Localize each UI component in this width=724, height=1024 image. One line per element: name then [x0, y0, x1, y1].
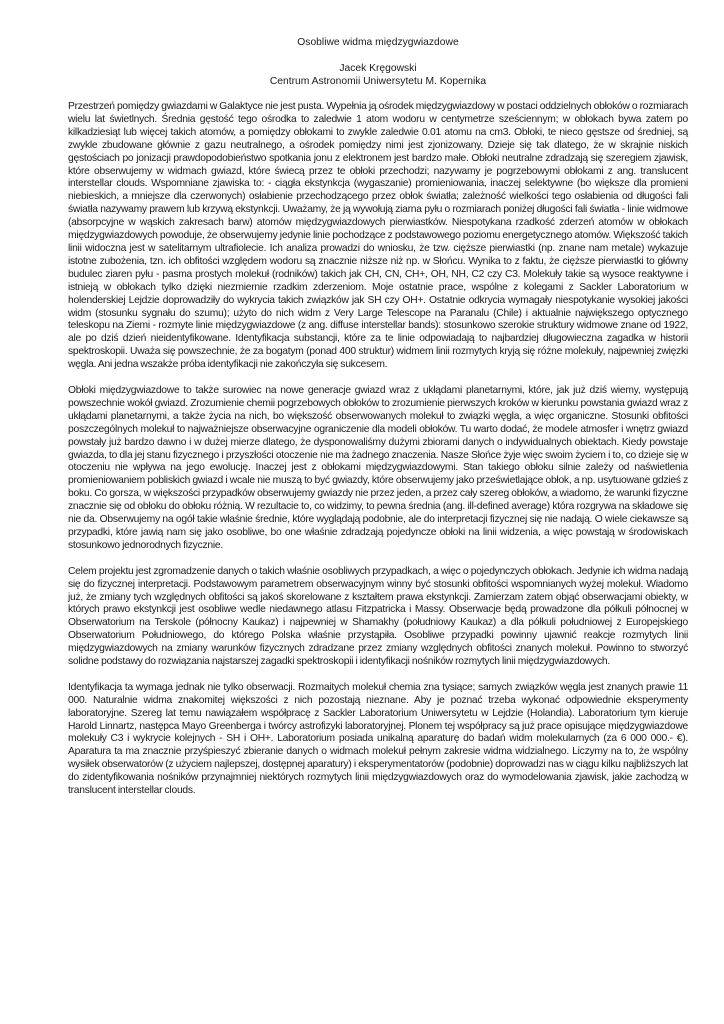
text-line: - linie widmowe (absorpcyjne w wąskich zakresach barw) atomów międzygwiazdowych pierwiastków. Niespotykana rzadkość	[68, 204, 688, 229]
text-line: modeli obłoków. Tu warto dodać, że modele atmosfer i wnętrz gwiazd powstały już bardzo dawno i w dużej mierze dlatego, że	[68, 423, 688, 448]
text-line: dysponowaliśmy dużymi zbiorami danych o indywidualnych obiektach. Kiedy powstaje gwiazda, to dla jej stanu fizycznego i	[68, 436, 688, 461]
text-line: przyszłości otoczenie nie ma żadnego znaczenia. Nasze Słońce żyje więc swoim życiem i to, co dzieje się w otoczeniu nie wpływa na	[68, 449, 688, 474]
text-line: rozwiązania najstarszej zagadki spektroskopii i identyfikacji nośników rozmytych linii międzygwiazdowych.	[157, 656, 610, 668]
text-line: po dziś dzień nieidentyfikowane. Identyfikacja substancji, które za te linie odpowiadają to najbardziej długowieczna zagadka w	[85, 333, 656, 345]
text-line: energetycznego atomów. Większość takich linii widoczna jest w satelitarnym ultrafiolecie. Ich analiza prowadzi do wniosku, że	[68, 230, 688, 254]
text-line: zderzeń atomów w obłokach międzygwiazdowych powoduje, że obserwujemy jedynie linie pochodzące z podstawowego poziomu	[68, 217, 688, 242]
text-line: - rozmyte linie międzygwiazdowe (z ang. diffuse interstellar bands): stosunkowo szerokie struktury widmowe znane od 1922, ale	[68, 320, 688, 345]
text-line: interpretacji fizycznej się nie nadają. O wiele ciekawsze są przypadki, które jawią nam się jako osobliwe, bo one właśnie	[68, 514, 688, 538]
text-line: (Chile) i aktualnie największego optycznego teleskopu na Ziemi	[68, 307, 689, 332]
text-line: Przestrzeń pomiędzy gwiazdami w Galaktyce nie jest pusta. Wypełnia ją ośrodek międzygwiazdowy w postaci oddzielnych	[68, 101, 592, 112]
text-line: jego ewolucję. Inaczej jest z obłokami międzygwiazdowymi. Stan takiego obłoku silnie zależy od naświetlenia promieniowaniem	[68, 462, 688, 487]
text-line: Fitzpatricka i Massy. Obserwacje będą prowadzone dla półkuli północnej w Obserwatorium na Terskole (północny Kaukaz) i	[68, 604, 689, 629]
text-line: - ciągła ekstynkcja (wygaszanie) promieniowania, inaczej selektywne (bo większe dla promieni niebieskich, a mniejsze dla	[68, 178, 689, 203]
author-name: Jacek Kręgowski	[339, 63, 417, 74]
text-line: niższe niż np. w Słońcu. Wynika to z faktu, że cięższe pierwiastki to główny budulec ziaren pyłu	[68, 255, 688, 280]
text-line: molekuły, najpewniej zwięzki węgla. Ani jedna wszakże próba identyfikacji nie zakończyła się sukcesem.	[68, 346, 688, 371]
document-body	[68, 101, 688, 798]
text-line: którego Polska właśnie przystąpiła. Osobliwe przypadki powinny ujawnić reakcje rozmytych linii międzygwiazdowych na zmiany	[68, 630, 688, 655]
text-line: average) która rozgrywa na składowe się nie da. Obserwujemy na ogół takie właśnie średnie, które wyglądają podobnie, ale do	[68, 501, 688, 526]
paragraph-2	[68, 385, 688, 553]
text-line: elektronem jest bardzo małe. Obłoki neutralne zdradzają się szeregiem zjawisk, które obserwujemy w widmach gwiazd, które	[68, 152, 689, 177]
text-line: Obłoki międzygwiazdowe to także surowiec na nowe generacje gwiazd wraz z ukłądami planetarnymi, które, jak już dziś wiemy,	[68, 385, 641, 397]
document-page	[68, 36, 688, 811]
text-line: nazywamy prawem lub krzywą ekstynkcji. Uważamy, że ją wywołują ziarna pyłu o rozmiarach poniżej długości fali światła	[100, 204, 620, 216]
text-line: boku. Co gorsza, w większości przypadków obserwujemy gwiazdy nie przez jeden, a przez cały szereg obłoków, a wiadomo, że	[68, 488, 615, 500]
text-line: odpowiednie eksperymenty laboratoryjne. Szereg lat temu nawiązałem współpracę z Sackler Laboratorium Uniwersytetu w	[68, 694, 688, 719]
text-line: Identyfikacja ta wymaga jednak nie tylko obserwacji. Rozmaitych molekuł chemia zna tysiące; samych związków węgla jest	[68, 681, 604, 693]
text-line: ich widma nadają się do fizycznej interpretacji. Podstawowym parametrem obserwacyjnym winny być stosunki obfitości	[68, 565, 688, 590]
text-line: wspomnianych wyżej molekuł. Wiadomo już, że zmiany tych względnych obfitości są jakoś skorelowane z kształtem prawa	[68, 578, 688, 603]
text-line: warunki fizyczne znacznie się od obłoku do obłoku różnią. W rezultacie to, co widzimy, to pewna średnia (ang. ill-defined	[68, 488, 688, 513]
text-line: w obłokach bywa zatem po kilkadziesiąt lub więcej takich atomów, a pomiędzy obłokami to zwykle zaledwie 0.01 atomu na cm3.	[68, 113, 688, 138]
text-line: obłoków o rozmiarach wielu lat świetlnych. Średnia gęstość tego ośrodka to zaledwie 1 atom wodoru w centymetrze sześciennym;	[68, 101, 689, 125]
document-title: Osobliwe widma międzygwiazdowe	[297, 37, 459, 48]
text-line: Laboratorium w holenderskiej Lejdzie doprowadziły do wykrycia takich związków jak SH czy OH+. Ostatnie odkrycia wymagały	[68, 281, 688, 306]
text-line: najlepszej, dostępnej aparatury) i eksperymentatorów (podobnie) doprowadzi nas w ciągu kilku najbliższych lat do	[68, 759, 688, 784]
text-line: pobliskich gwiazd i wcale nie muszą to być gwiazdy, które obserwujemy jako prześwietlające obłok, a np. usytuowane gdzieś z	[147, 475, 688, 487]
text-line: danych o widmach molekuł pełnym zakresie widma widzialnego. Liczymy na to, że wspólny wysiłek obserwatorów (z użyciem	[68, 746, 688, 771]
text-line: historii spektroskopii. Uważa się powszechnie, że za bogatym (ponad 400 struktur) widmem linii rozmytych kryją się różne	[68, 333, 688, 358]
text-line: niespotykanie wysokiej jakości widm (stosunku sygnału do szumu); użyto do nich widm z Very Large Telescope na Paranalu	[68, 294, 688, 319]
text-line: ekstynkcji. Zamierzam zatem objąć obserwacjami obiekty, w których prawo ekstynkcji jest osobliwe wedle niedawnego atlasu	[68, 591, 688, 616]
text-line: zjonizowany. Dzieje się tak dlatego, że w skrajnie niskich gęstościach po jonizacji prawdopodobieństwo spotkania jonu z	[68, 139, 688, 164]
text-line: zachodzą w translucent interstellar clouds.	[68, 772, 689, 797]
paragraph-1	[68, 101, 688, 372]
text-line: zjawiska to:	[212, 178, 265, 190]
text-line: Celem projektu jest zgromadzenie danych o takich właśnie osobliwych przypadkach, a więc o pojedynczych obłokach. Jedynie	[68, 565, 611, 577]
text-line: zidentyfikowania nośników przynajmniej niektórych rozmytych linii międzygwiazdowych oraz do wymodelowania zjawisk, jakie	[82, 772, 633, 784]
text-line: związki węgla, a więc organiczne. Stosunki obfitości poszczególnych molekuł to najważniejsze obserwacyjne ograniczenie dla	[68, 410, 688, 435]
text-line: warunków fizycznych zdradzane przez zmiany względnych obfitości znanych molekuł. Powinno to stworzyć solidne podstawy do	[68, 643, 688, 668]
author-affiliation: Centrum Astronomii Uniwersytetu M. Kopernika	[269, 76, 487, 87]
paragraph-4	[68, 682, 688, 798]
text-line: Plonem tej współpracy są już prace opisujące międzygwiazdowe molekuły C3 i wykrycie kolejnych - SH i OH+. Laboratorium	[68, 720, 688, 745]
text-line: występują powszechnie wokół gwiazd. Zrozumienie chemii pogrzebowych obłoków to zrozumienie pierwszych kroków w	[68, 385, 688, 409]
text-line: kierunku powstania gwiazd wraz z ukłądami planetarnymi, a także życia na nich, bo większość obserwowanych molekuł to	[68, 397, 688, 422]
text-line: tzw. cięższe pierwiastki (np. znane nam metale) wykazuje istotne zubożenia, tzn. ich obfitości względem wodoru są znacznie	[68, 242, 688, 267]
text-line: czerwonych) osłabienie przechodzącego przez obłok światła; zależność wielkości tego osłabienia od długości fali światła	[68, 191, 688, 216]
paragraph-3	[68, 566, 688, 669]
text-line: świecą przez te obłoki przechodzi; nazywamy je pogrzebowymi obłokami z ang. translucent interstellar clouds. Wspomniane	[68, 165, 688, 190]
text-line: najpewniej w Shamakhy (południowy Kaukaz) a dla półkuli południowej z Europejskiego Obserwatorium Południowego, do	[68, 617, 688, 642]
text-line: posiada unikalną aparaturę do badań widm molekularnych (za 6 000 000.- €). Aparatura ta ma znacznie przyśpieszyć zbieranie	[68, 733, 688, 758]
document-header	[68, 36, 688, 88]
text-line: zdradzają pojedyncze obłoki na linii widzenia, a więc powstają w środowiskach stosunkowo jednorodnych fizycznie.	[68, 527, 688, 551]
text-line: Obłoki, te nieco gęstsze od średniej, są zwykle zbudowane głównie z gazu neutralnego, a ośrodek pomiędzy nimi jest	[68, 126, 688, 151]
text-line: istnieją w obłokach tylko dzięki niezmiernie rzadkim zderzeniom. Moje ostatnie prace, wspólne z kolegami z Sackler	[68, 281, 612, 293]
text-line: - pasma prostych molekuł (rodników) takich jak CH, CN, CH+, OH, NH, C2 czy C3. Molekuły takie są wysoce reaktywne i	[156, 268, 688, 280]
text-line: znanych prawie 11 000. Naturalnie widma znakomitej większości z nich pozostają nieznane. Aby je poznać trzeba wykonać	[68, 681, 688, 706]
text-line: Lejdzie (Holandia). Laboratorium tym kieruje Harold Linnartz, następca Mayo Greenberga i twórcy astrofizyki laboratoryjnej.	[68, 707, 688, 732]
